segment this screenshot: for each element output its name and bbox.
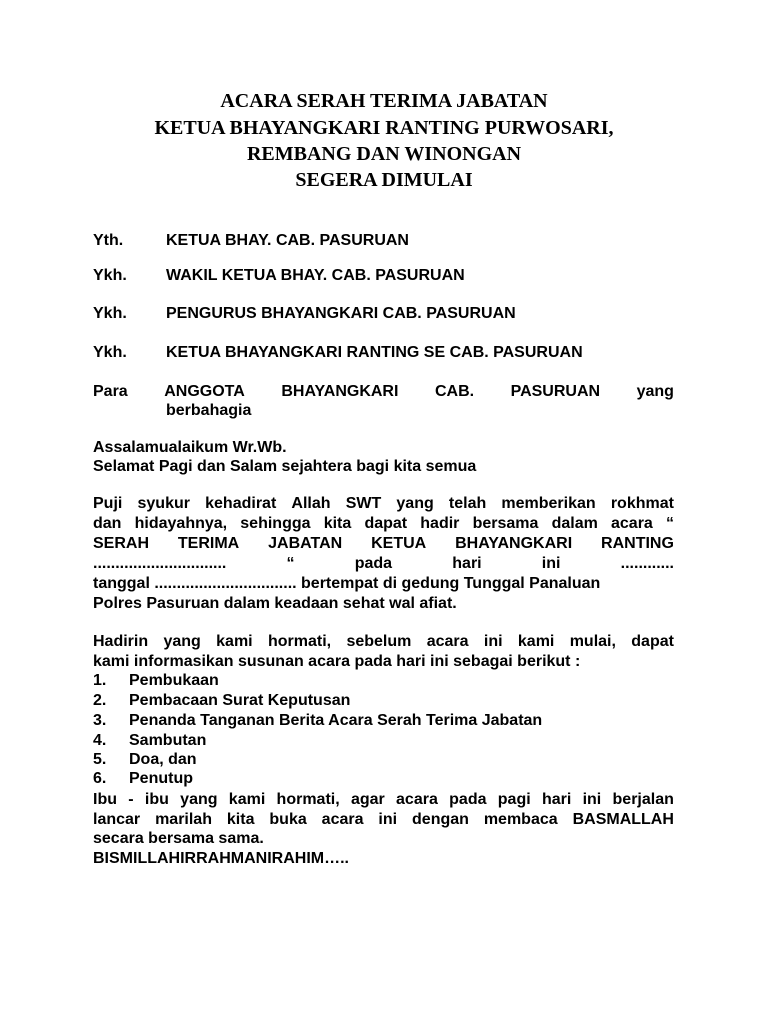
word: RANTING: [601, 535, 674, 552]
salutation-label: Yth.: [93, 232, 124, 249]
word: JABATAN: [268, 535, 343, 552]
greeting-line-2: Selamat Pagi dan Salam sejahtera bagi kita semua: [93, 458, 477, 475]
closing-line-3: secara bersama sama.: [93, 830, 264, 847]
paragraph-1-line-1: [93, 494, 674, 514]
word: membaca: [483, 811, 558, 828]
word: acara: [426, 633, 469, 650]
word: lancar: [93, 811, 141, 828]
word: TERIMA: [177, 535, 240, 552]
word: acara: [396, 791, 438, 808]
title-line-3: REMBANG DAN WINONGAN: [246, 143, 522, 165]
word: Allah: [291, 495, 331, 512]
paragraph-1-line-6: Polres Pasuruan dalam keadaan sehat wal afiat.: [93, 595, 457, 612]
agenda-text: Sambutan: [129, 732, 207, 749]
word: sebelum: [346, 633, 412, 650]
word: ibu: [144, 791, 169, 808]
word: pada: [449, 791, 487, 808]
paragraph-1-line-3: [93, 534, 674, 554]
title-line-1: ACARA SERAH TERIMA JABATAN: [220, 90, 548, 112]
word: yang: [180, 791, 218, 808]
word: Para: [93, 383, 128, 400]
closing-line-4: BISMILLAHIRRAHMANIRAHIM…..: [93, 850, 349, 867]
word: pagi: [497, 791, 531, 808]
word: kehadirat: [205, 495, 277, 512]
salutation-label: Ykh.: [93, 344, 127, 361]
word: buka: [269, 811, 307, 828]
word: kami: [228, 791, 266, 808]
word: kita: [323, 515, 352, 532]
word: CAB.: [434, 383, 475, 400]
word: acara: [321, 811, 364, 828]
word: kita: [226, 811, 255, 828]
word: BHAYANGKARI: [455, 535, 573, 552]
word: mulai,: [569, 633, 616, 650]
word: bersama: [472, 515, 539, 532]
word: kami: [216, 633, 253, 650]
word: memberikan: [501, 495, 596, 512]
word: hormati,: [267, 633, 332, 650]
word: hormati,: [276, 791, 340, 808]
agenda-text: Penutup: [129, 770, 193, 787]
paragraph-2-line-1: [93, 632, 674, 652]
word: ..............................: [93, 555, 227, 572]
word: dapat: [364, 515, 408, 532]
word: ............: [620, 555, 674, 572]
word: telah: [448, 495, 487, 512]
word: “: [666, 515, 674, 532]
word: dalam: [551, 515, 598, 532]
salutation-text: KETUA BHAYANGKARI RANTING SE CAB. PASURUAN: [166, 344, 583, 361]
agenda-text: Doa, dan: [129, 751, 197, 768]
word: yang: [396, 495, 434, 512]
members-line-continuation: berbahagia: [166, 402, 252, 419]
closing-line-2: [93, 810, 674, 830]
paragraph-1-line-5: tanggal ................................ bertempat di gedung Tunggal Panaluan: [93, 575, 601, 592]
agenda-number: 3.: [93, 712, 107, 729]
agenda-number: 2.: [93, 692, 107, 709]
agenda-number: 4.: [93, 732, 107, 749]
word: hari: [541, 791, 572, 808]
word: BHAYANGKARI: [281, 383, 399, 400]
word: -: [128, 791, 134, 808]
agenda-number: 1.: [93, 672, 107, 689]
salutation-text: PENGURUS BHAYANGKARI CAB. PASURUAN: [166, 305, 516, 322]
word: ini: [541, 555, 561, 572]
word: KETUA: [371, 535, 427, 552]
closing-line-1: [93, 790, 674, 810]
members-line: [93, 382, 674, 402]
word: ini: [582, 791, 602, 808]
salutation-text: WAKIL KETUA BHAY. CAB. PASURUAN: [166, 267, 465, 284]
word: marilah: [155, 811, 212, 828]
word: ini: [483, 633, 503, 650]
word: hidayahnya,: [134, 515, 228, 532]
paragraph-2-line-2: kami informasikan susunan acara pada hari ini sebagai berikut :: [93, 653, 581, 670]
word: dan: [93, 515, 122, 532]
word: syukur: [137, 495, 190, 512]
word: dengan: [412, 811, 469, 828]
agenda-number: 5.: [93, 751, 107, 768]
word: Puji: [93, 495, 123, 512]
agenda-text: Penanda Tanganan Berita Acara Serah Terima Jabatan: [129, 712, 543, 729]
word: dapat: [631, 633, 674, 650]
title-line-2: KETUA BHAYANGKARI RANTING PURWOSARI,: [154, 117, 614, 139]
word: Hadirin: [93, 633, 149, 650]
word: PASURUAN: [510, 383, 601, 400]
word: hadir: [420, 515, 460, 532]
paragraph-1-line-4: [93, 554, 674, 574]
word: Ibu: [93, 791, 117, 808]
word: pada: [354, 555, 393, 572]
word: SERAH: [93, 535, 150, 552]
paragraph-1-line-2: [93, 514, 674, 534]
salutation-label: Ykh.: [93, 305, 127, 322]
greeting-line-1: Assalamualaikum Wr.Wb.: [93, 439, 287, 456]
word: ini: [378, 811, 398, 828]
word: acara: [611, 515, 653, 532]
title-line-4: SEGERA DIMULAI: [295, 169, 473, 191]
word: “: [286, 555, 295, 572]
word: yang: [163, 633, 201, 650]
word: ANGGOTA: [164, 383, 245, 400]
word: yang: [636, 383, 674, 400]
agenda-text: Pembacaan Surat Keputusan: [129, 692, 351, 709]
word: BASMALLAH: [572, 811, 674, 828]
word: rokhmat: [610, 495, 674, 512]
word: hari: [452, 555, 482, 572]
word: berjalan: [612, 791, 674, 808]
salutation-text: KETUA BHAY. CAB. PASURUAN: [166, 232, 409, 249]
agenda-number: 6.: [93, 770, 107, 787]
word: SWT: [345, 495, 382, 512]
word: sehingga: [240, 515, 311, 532]
word: kami: [517, 633, 555, 650]
word: agar: [350, 791, 385, 808]
agenda-text: Pembukaan: [129, 672, 219, 689]
salutation-label: Ykh.: [93, 267, 127, 284]
